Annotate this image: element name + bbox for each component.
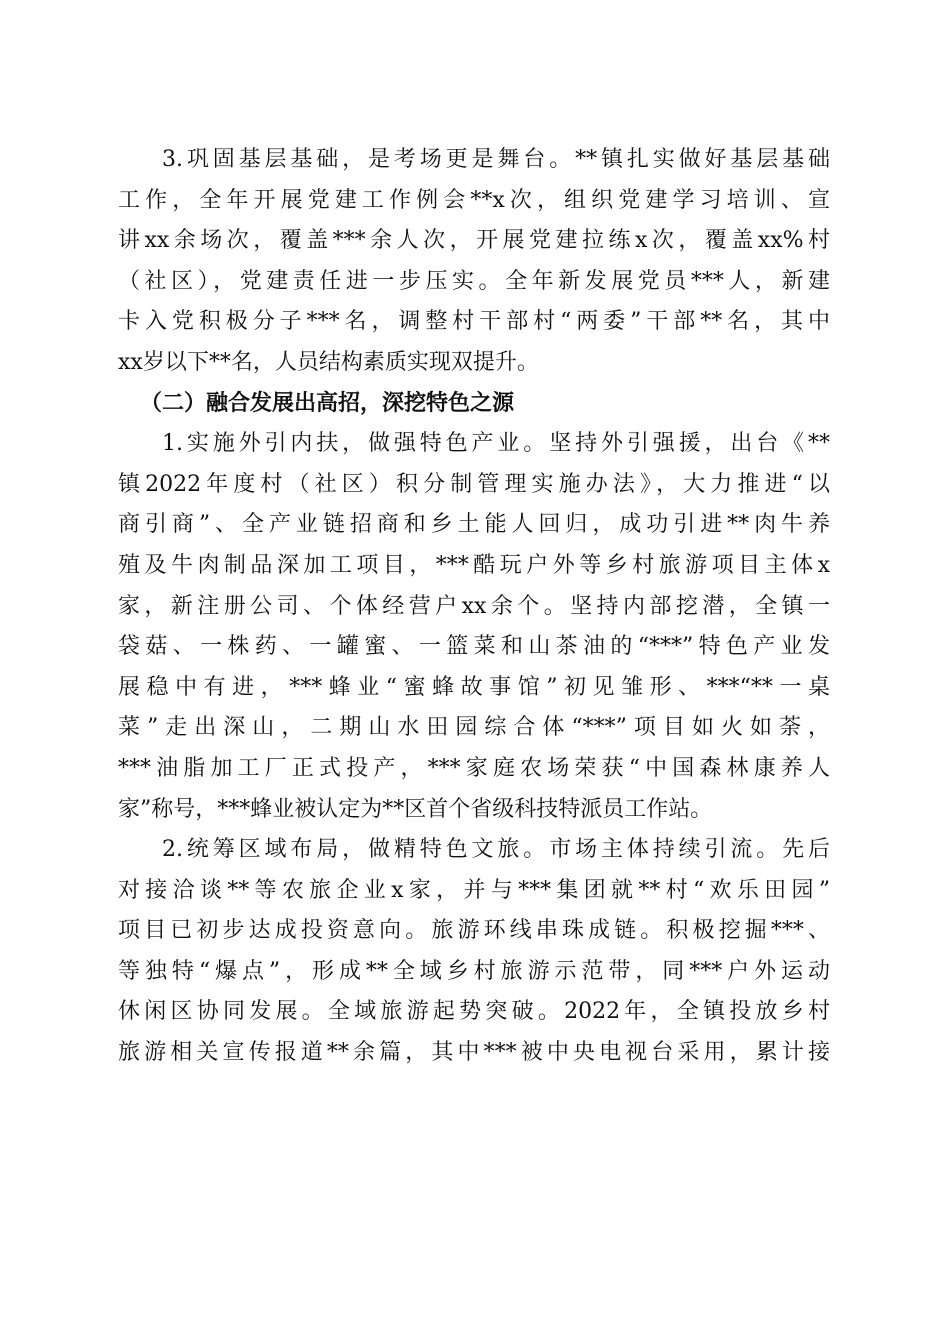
paragraph-line: 等独特“爆点”，形成**全域乡村旅游示范带，同***户外运动 [118,958,830,984]
paragraph-line: 3.巩固基层基础，是考场更是舞台。**镇扎实做好基层基础 [162,147,830,172]
paragraph-line: （社区），党建责任进一步压实。全年新发展党员***人，新建 [118,268,830,294]
paragraph-line: 镇2022年度村（社区）积分制管理实施办法》，大力推进“以 [118,471,830,497]
paragraph-line: 商引商”、全产业链招商和乡土能人回归，成功引进**肉牛养 [118,512,830,538]
paragraph-consolidate-grassroots [118,140,830,384]
paragraph-line: 家，新注册公司、个体经营户xx余个。坚持内部挖潜，全镇一 [118,593,830,619]
paragraph-line: 旅游相关宣传报道**余篇，其中***被中央电视台采用，累计接 [118,1040,830,1066]
paragraph-cultural-tourism [118,830,830,1074]
paragraph-line: ***油脂加工厂正式投产，***家庭农场荣获“中国森林康养人 [118,755,830,781]
paragraph-line: 袋菇、一株药、一罐蜜、一篮菜和山茶油的“***”特色产业发 [118,634,830,660]
paragraph-line: 对接洽谈**等农旅企业x家，并与***集团就**村“欢乐田园” [118,877,830,903]
paragraph-line: 休闲区协同发展。全域旅游起势突破。2022年，全镇投放乡村 [118,999,830,1025]
paragraph-line: 工作，全年开展党建工作例会**x次，组织党建学习培训、宣 [118,187,830,213]
paragraph-featured-industry [118,424,830,830]
paragraph-line: xx岁以下**名，人员结构素质实现双提升。 [118,349,539,375]
document-body [118,140,830,1074]
paragraph-line: 展稳中有进，***蜂业“蜜蜂故事馆”初见雏形、***“**一桌 [118,674,830,700]
paragraph-line: 殖及牛肉制品深加工项目，***酷玩户外等乡村旅游项目主体x [118,552,830,578]
paragraph-line: 卡入党积极分子***名，调整村干部村“两委”干部**名，其中 [118,309,830,335]
paragraph-line: 项目已初步达成投资意向。旅游环线串珠成链。积极挖掘***、 [118,918,830,944]
paragraph-line: 讲xx余场次，覆盖***余人次，开展党建拉练x次，覆盖xx%村 [118,228,830,254]
paragraph-line: 2.统筹区域布局，做精特色文旅。市场主体持续引流。先后 [162,837,830,863]
section-heading: （二）融合发展出高招，深挖特色之源 [140,390,515,416]
paragraph-line: 1.实施外引内扶，做强特色产业。坚持外引强援，出台《** [162,431,830,457]
paragraph-line: 菜”走出深山，二期山水田园综合体“***”项目如火如荼， [118,715,830,741]
paragraph-line: 家”称号，***蜂业被认定为**区首个省级科技特派员工作站。 [118,796,713,822]
